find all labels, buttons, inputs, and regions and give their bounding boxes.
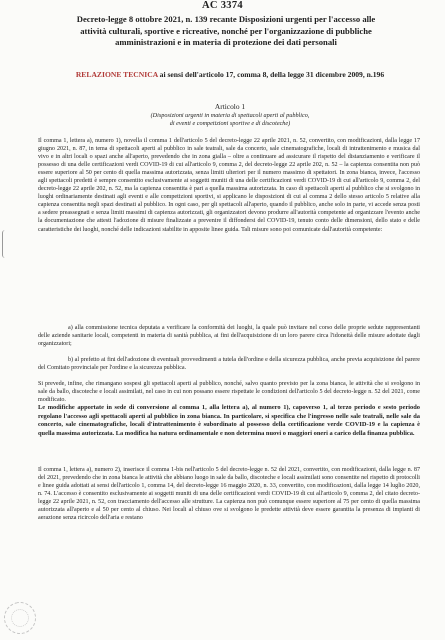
document-title: Decreto-legge 8 ottobre 2021, n. 139 recante Disposizioni urgenti per l'accesso alle attività culturali, sportive e ricreative, nonché per l'organizzazione di pubbliche amministrazioni e in materia di protezione dei dati personali	[76, 14, 376, 47]
article-subtitle-line-2: di eventi e competizioni sportive e di discoteche)	[169, 120, 291, 127]
article-heading: Articolo 1	[214, 102, 246, 111]
article-subtitle	[120, 112, 340, 128]
paragraph-comma-1-numero-1: Il comma 1, lettera a), numero 1), novella il comma 1 dell'articolo 5 del decreto-legge 22 aprile 2021, n. 52, convertito, con modificazioni, dalla legge 17 giugno 2021, n. 87, in tema di spettacoli aperti al pubblico in sale teatrali, sale da concerto, sale cinematografiche, locali di intrattenimento e musica dal vivo e in altri locali o spazi anche all'aperto, prevedendo che in zona gialla – oltre a continuare ad assicurare il rispetto del distanziamento e verificare il possesso di una delle certificazioni verdi COVID-19 di cui all'articolo 9, comma 2, del decreto-legge 22 aprile 202, n. 52 – la capienza consentita non può essere superiore al 50 per cento di quella massima autorizzata, senza limiti ulteriori per il numero massimo di spettatori. In zona bianca, invece, l'accesso agli spettacoli predetti è sempre consentito esclusivamente ai soggetti muniti di una delle certificazioni verdi COVID-19 di cui all'articolo 9, comma 2, del decreto-legge 22 aprile 202, n. 52, ma la capienza consentita è pari a quella massima autorizzata. In caso di spettacoli aperti al pubblico che si svolgono in luoghi ordinariamente destinati agli eventi e alle competizioni sportivi, si applicano le disposizioni di cui al comma 2 dello stesso articolo 5 relative alla capienza consentita negli spazi destinati al pubblico. In ogni caso, per gli spettacoli all'aperto, quando il pubblico, anche solo in parte, vi accede senza posti a sedere preassegnati e senza limiti massimi di capienza autorizzati, gli organizzatori devono produrre all'autorità competente ad organizzare l'evento anche la documentazione che attesti l'adozione di misure finalizzate a prevenire il diffondersi del COVID-19, tenuto conto delle dimensioni, dello stato e delle caratteristiche dei luoghi, nonché delle indicazioni stabilite in apposite linee guida. Tali misure sono poi comunicate dall'autorità competente:	[38, 138, 420, 233]
report-label: RELAZIONE TECNICA	[75, 70, 158, 79]
document-code: AC 3374	[202, 0, 243, 11]
stamp-seal	[0, 598, 39, 637]
list-item-a: a) alla commissione tecnica deputata a verificare la conformità dei luoghi, la quale può invitare nel corso delle proprie sedute rappresentanti delle aziende sanitarie locali, competenti in materia di sanità pubblica, ai fini dell'acquisizione di un loro parere circa l'idoneità delle misure adottate dagli organizzatori;	[38, 325, 420, 348]
margin-mark	[2, 230, 9, 258]
article-subtitle-line-1: (Disposizioni urgenti in materia di spettacoli aperti al pubblico,	[150, 112, 310, 119]
list-item-b: b) al prefetto ai fini dell'adozione di eventuali provvedimenti a tutela dell'ordine e della sicurezza pubblica, anche previa acquisizione del parere del Comitato provinciale per l'ordine e la sicurezza pubblica.	[38, 357, 420, 372]
paragraph-modifiche-bold: Le modifiche apportate in sede di conversione al comma 1, alla lettera a), al numero 1), capoverso 1, al terzo periodo e sesto periodo regolano l'accesso agli spettacoli aperti al pubblico in zona bianca. In particolare, si specifica che l'ingresso nelle sale teatrali, nelle sale da concerto, sale cinematografiche, locali d'intrattenimento è subordinato al possesso della certificazione verde COVID-19 e la capienza è quella massima autorizzata. La modifica ha natura ordinamentale e non determina nuovi o maggiori oneri a carico della finanza pubblica.	[38, 404, 420, 437]
paragraph-comma-1-numero-2: Il comma 1, lettera a), numero 2), inserisce il comma 1-bis nell'articolo 5 del decreto-legge n. 52 del 2021, convertito, con modificazioni, dalla legge n. 87 del 2021, prevedendo che in zona bianca le attività che abbiano luogo in sale da ballo, discoteche e locali assimilati sono consentite nel rispetto di protocolli e linee guida adottati ai sensi dell'articolo 1, comma 14, del decreto-legge 16 maggio 2020, n. 33, convertito, con modificazioni, dalla legge 14 luglio 2020, n. 74. L'accesso è consentito esclusivamente ai soggetti muniti di una delle certificazioni verdi COVID-19 di cui all'articolo 9, comma 2, del citato decreto-legge 22 aprile 2021, n. 52, con tracciamento dell'accesso alle strutture. La capienza non può comunque essere superiore al 75 per cento di quella massima autorizzata all'aperto e al 50 per cento al chiuso. Nei locali al chiuso ove si svolgono le predette attività deve essere garantita la presenza di impianti di aerazione senza ricircolo dell'aria e restano	[38, 467, 420, 522]
report-heading	[60, 70, 400, 79]
report-reference: ai sensi dell'articolo 17, comma 8, della legge 31 dicembre 2009, n.196	[157, 70, 385, 79]
paragraph-sospensioni: Si prevede, infine, che rimangano sospesi gli spettacoli aperti al pubblico, nonché, salvo quanto previsto per la zona bianca, le attività che si svolgono in sale da ballo, discoteche e locali assimilati, nel caso in cui non possano essere rispettate le condizioni dell'articolo 5 del decreto-legge n. 52 del 2021, come modificato.	[38, 381, 420, 404]
